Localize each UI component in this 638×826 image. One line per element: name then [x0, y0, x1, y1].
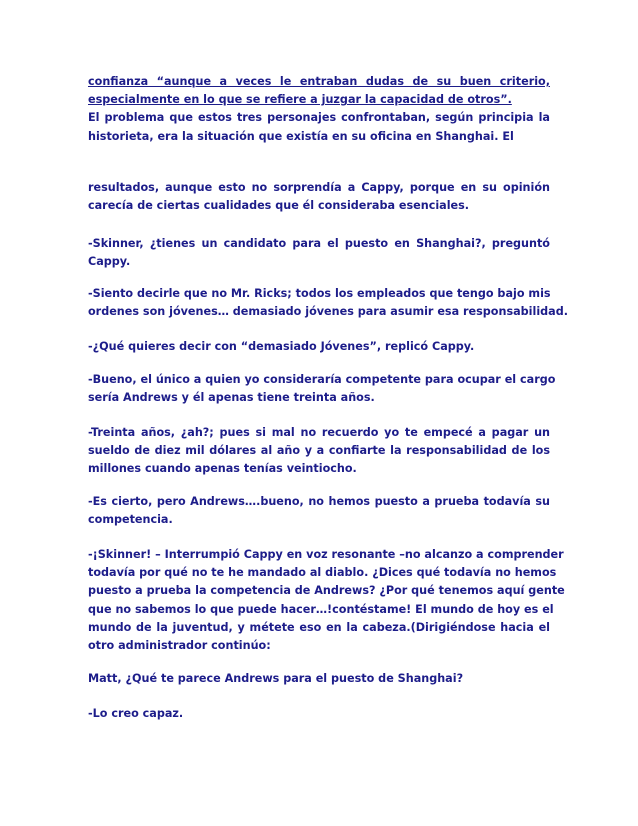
text-line: todavía por qué no te he mandado al diablo. ¿Dices qué todavía no hemos: [88, 566, 557, 580]
text-line: especialmente en lo que se refiere a juzgar la capacidad de otros”.: [88, 93, 512, 107]
text-line: ordenes son jóvenes… demasiado jóvenes para asumir esa responsabilidad.: [88, 305, 568, 319]
text-line: El problema que estos tres personajes confrontaban, según principia la: [88, 111, 550, 125]
text-line: millones cuando apenas tenías veintiocho.: [88, 462, 357, 476]
text-line: Cappy.: [88, 255, 131, 269]
paragraph-5: [88, 338, 550, 356]
text-line: sueldo de diez mil dólares al año y a confiarte la responsabilidad de los: [88, 444, 550, 458]
text-line: Matt, ¿Qué te parece Andrews para el puesto de Shanghai?: [88, 672, 464, 685]
text-line: otro administrador continúo:: [88, 639, 271, 653]
paragraph-2: [88, 179, 550, 215]
text-line: -Lo creo capaz.: [88, 707, 184, 720]
paragraph-1: [88, 73, 550, 146]
paragraph-11: [88, 705, 550, 723]
paragraph-9: [88, 546, 565, 655]
text-line: -¿Qué quieres decir con “demasiado Jóvenes”, replicó Cappy.: [88, 340, 475, 353]
text-line: puesto a prueba la competencia de Andrews? ¿Por qué tenemos aquí gente: [88, 584, 565, 598]
text-line: -¡Skinner! – Interrumpió Cappy en voz resonante –no alcanzo a comprender: [88, 548, 564, 561]
text-line: que no sabemos lo que puede hacer…!contéstame! El mundo de hoy es el: [88, 602, 554, 616]
paragraph-6: [88, 371, 556, 407]
text-line: competencia.: [88, 513, 173, 527]
text-line: -Es cierto, pero Andrews….bueno, no hemos puesto a prueba todavía su: [88, 495, 550, 508]
text-line: sería Andrews y él apenas tiene treinta años.: [88, 391, 375, 405]
text-line: mundo de la juventud, y métete eso en la cabeza.(Dirigiéndose hacia el: [88, 620, 550, 634]
text-line: -Bueno, el único a quien yo consideraría competente para ocupar el cargo: [88, 373, 556, 386]
text-line: resultados, aunque esto no sorprendía a Cappy, porque en su opinión: [88, 181, 550, 194]
paragraph-8: [88, 493, 550, 529]
text-line: -Skinner, ¿tienes un candidato para el puesto en Shanghai?, preguntó: [88, 237, 550, 250]
text-line: -Siento decirle que no Mr. Ricks; todos los empleados que tengo bajo mis: [88, 287, 551, 300]
paragraph-7: [88, 424, 550, 479]
paragraph-4: [88, 285, 568, 321]
text-line: confianza “aunque a veces le entraban dudas de su buen criterio,: [88, 75, 550, 88]
text-line: -Treinta años, ¿ah?; pues si mal no recuerdo yo te empecé a pagar un: [88, 426, 550, 439]
text-line: historieta, era la situación que existía en su oficina en Shanghai. El: [88, 129, 514, 143]
paragraph-3: [88, 235, 550, 271]
text-line: carecía de ciertas cualidades que él consideraba esenciales.: [88, 199, 470, 213]
paragraph-10: [88, 670, 550, 688]
